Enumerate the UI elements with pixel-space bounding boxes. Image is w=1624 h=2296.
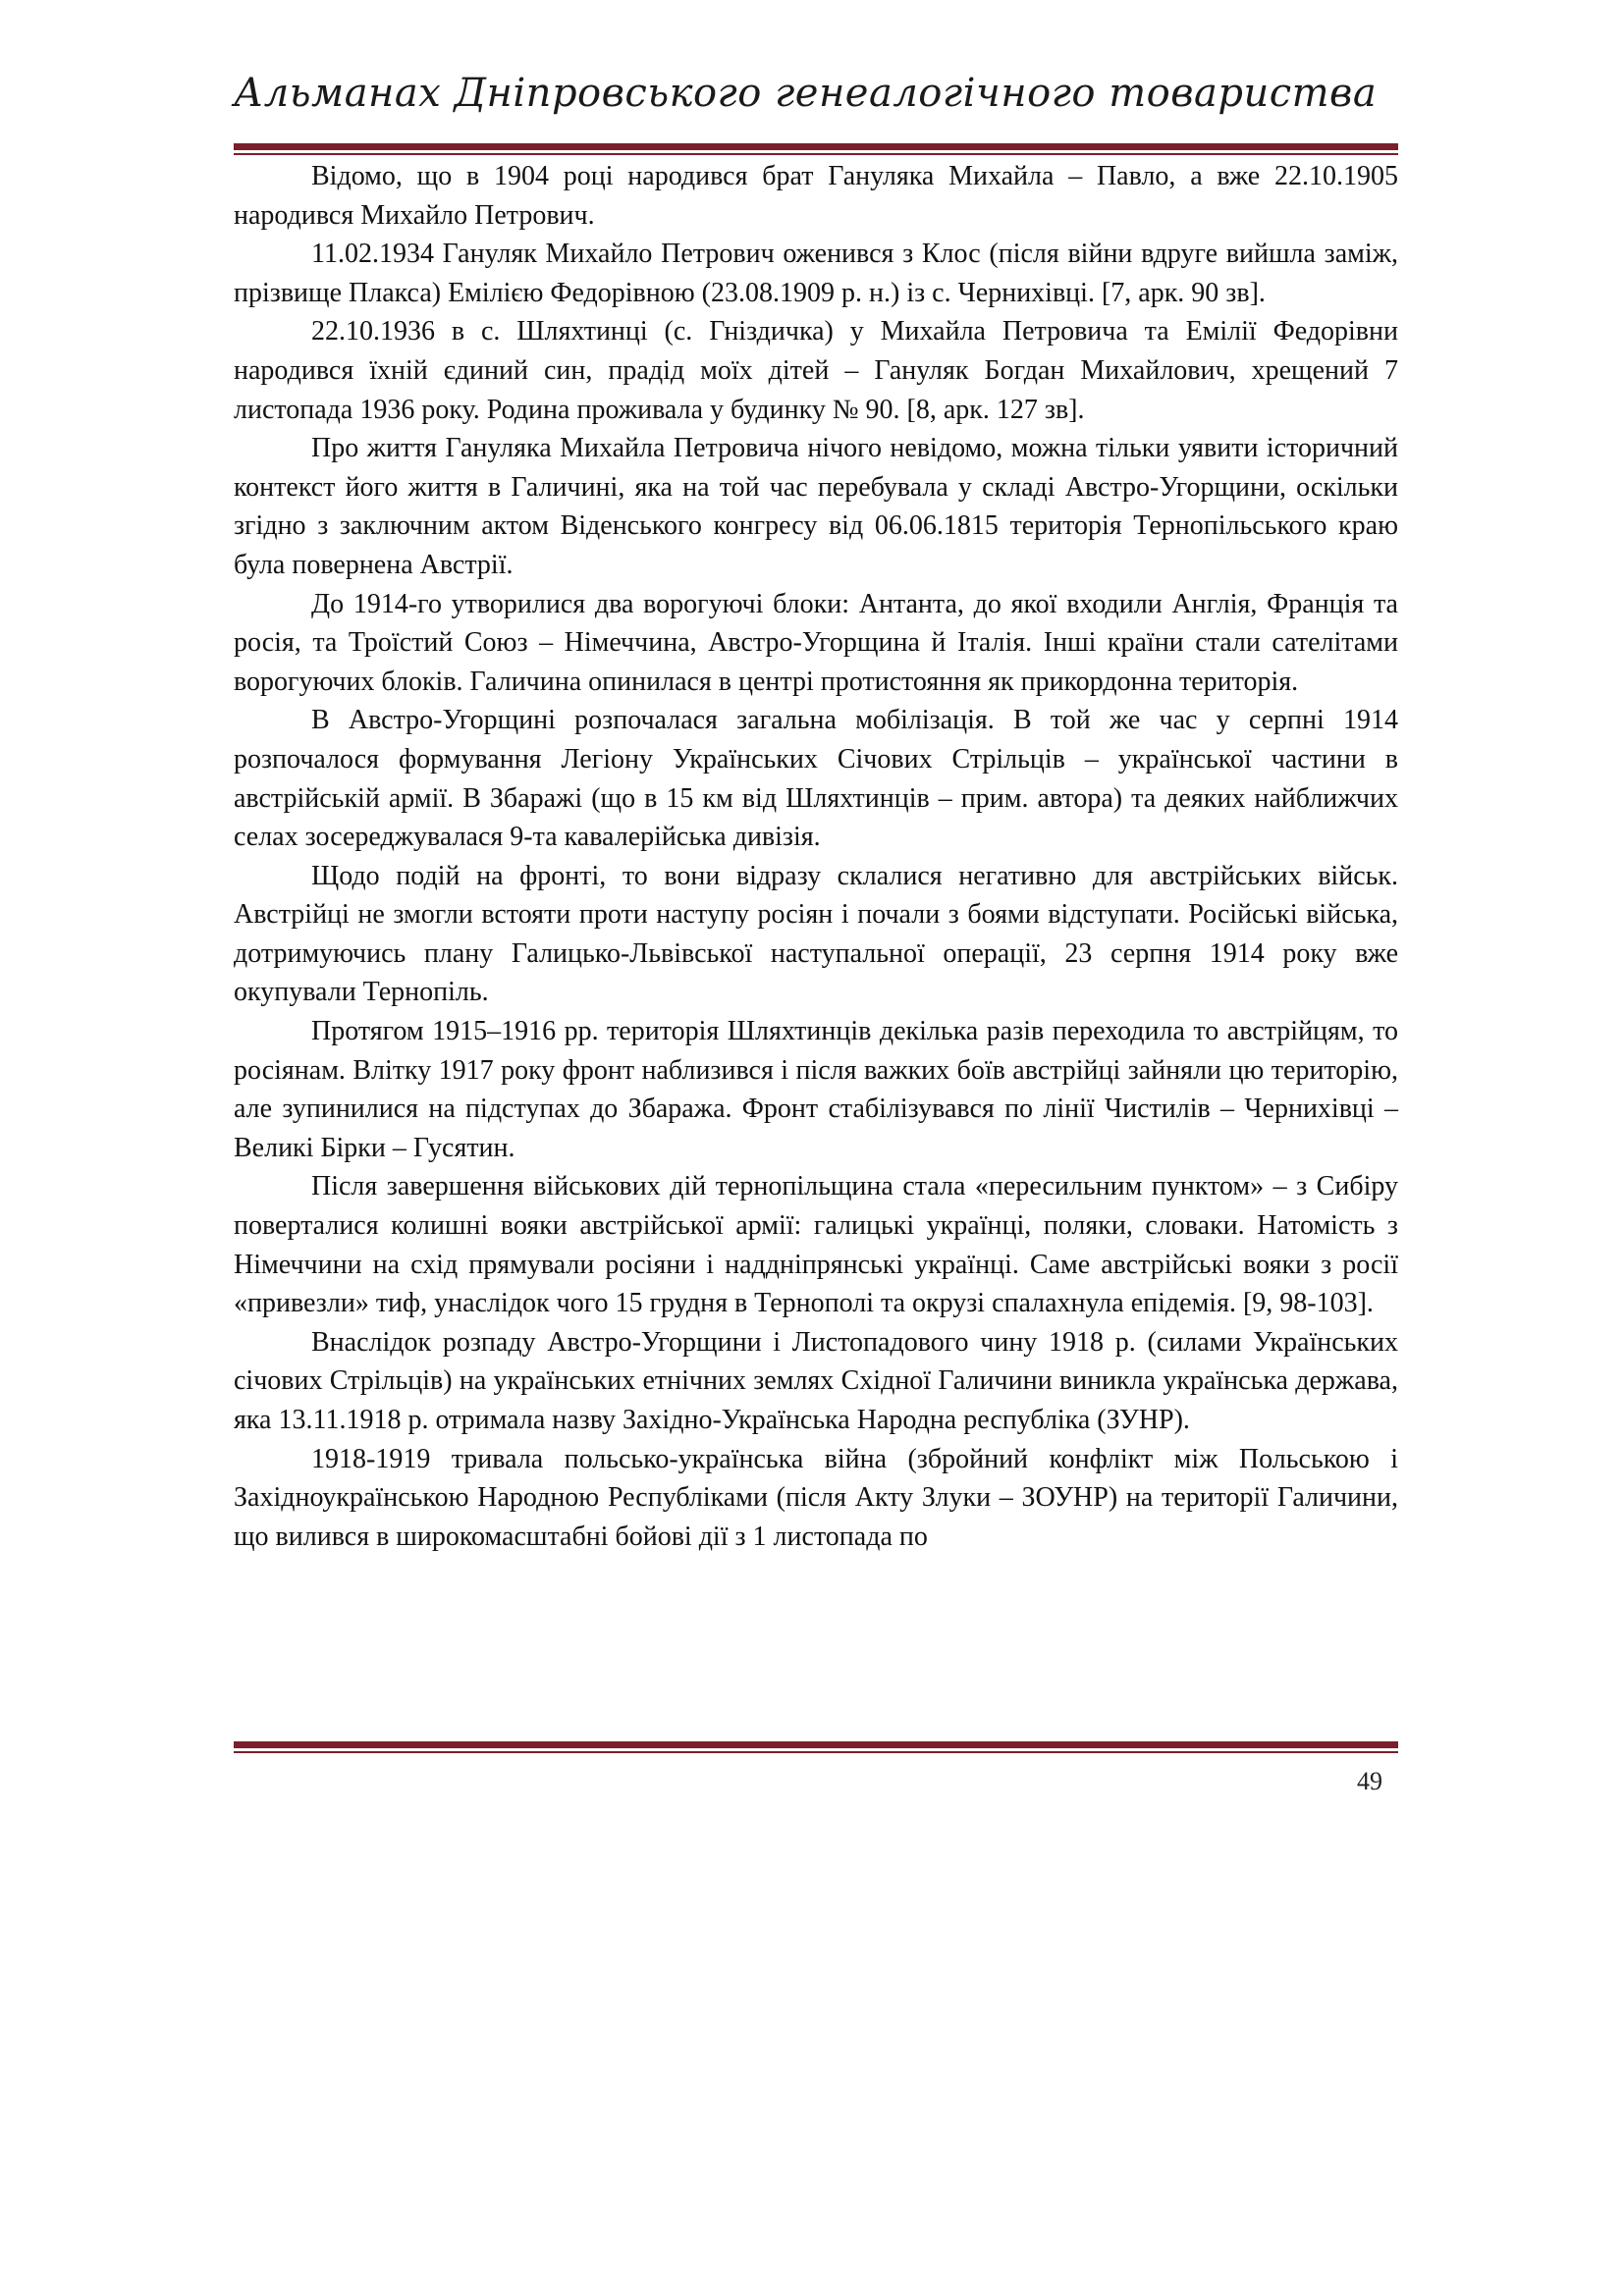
paragraph: 11.02.1934 Гануляк Михайло Петрович оженився з Клос (після війни вдруге вийшла заміж, прізвище Плакса) Емілією Федорівною (23.08.1909 р. н.) із с. Чернихівці. [7, арк. 90 зв]. [234,239,1398,308]
page-number: 49 [1357,1767,1382,1795]
body-text [234,157,1398,1556]
paragraph: Відомо, що в 1904 році народився брат Гануляка Михайла – Павло, а вже 22.10.1905 народився Михайло Петрович. [234,161,1398,231]
paragraph: До 1914-го утворилися два ворогуючі блоки: Антанта, до якої входили Англія, Франція та росія, та Троїстий Союз – Німеччина, Австро-Угорщина й Італія. Інші країни стали сателітами ворогуючих блоків. Галичина опинилася в центрі протистояння як прикордонна територія. [234,588,1398,697]
running-header-title: Альманах Дніпровського генеалогічного товариства [234,71,1378,116]
header-divider [234,143,1398,155]
paragraph: Після завершення військових дій тернопільщина стала «пересильним пунктом» – з Сибіру поверталися колишні вояки австрійської армії: галицькі українці, поляки, словаки. Натомість з Німеччини на схід прямували росіяни і наддніпрянські українці. Саме австрійські вояки з росії «привезли» тиф, унаслідок чого 15 грудня в Тернополі та окрузі спалахнула епідемія. [9, 98-103]. [234,1171,1398,1319]
paragraph: Внаслідок розпаду Австро-Угорщини і Листопадового чину 1918 р. (силами Українських січових Стрільців) на українських етнічних землях Східної Галичини виникла українська держава, яка 13.11.1918 р. отримала назву Західно-Українська Народна республіка (ЗУНР). [234,1326,1398,1435]
paragraph: 22.10.1936 в с. Шляхтинці (с. Гніздичка) у Михайла Петровича та Емілії Федорівни народився їхній єдиний син, прадід моїх дітей – Гануляк Богдан Михайлович, хрещений 7 листопада 1936 року. Родина проживала у будинку № 90. [8, арк. 127 зв]. [234,316,1398,425]
footer-divider [234,1741,1398,1753]
paragraph: Протягом 1915–1916 рр. територія Шляхтинців декілька разів переходила то австрійцям, то росіянам. Влітку 1917 року фронт наблизився і після важких боїв австрійці зайняли цю територію, але зупинилися на підступах до Збаража. Фронт стабілізувався по лінії Чистилів – Чернихівці – Великі Бірки – Гусятин. [234,1016,1398,1163]
paragraph: В Австро-Угорщині розпочалася загальна мобілізація. В той же час у серпні 1914 розпочалося формування Легіону Українських Січових Стрільців – української частини в австрійській армії. В Збаражі (що в 15 км від Шляхтинців – прим. автора) та деяких найближчих селах зосереджувалася 9-та кавалерійська дивізія. [234,705,1398,853]
paragraph: Щодо подій на фронті, то вони відразу склалися негативно для австрійських військ. Австрійці не змогли встояти проти наступу росіян і почали з боями відступати. Російські війська, дотримуючись плану Галицько-Львівської наступальної операції, 23 серпня 1914 року вже окупували Тернопіль. [234,860,1398,1008]
paragraph: 1918-1919 тривала польсько-українська війна (збройний конфлікт між Польською і Західноукраїнською Народною Республіками (після Акту Злуки – ЗОУНР) на території Галичини, що вилився в широкомасштабні бойові дії з 1 листопада по [234,1443,1398,1552]
paragraph: Про життя Гануляка Михайла Петровича нічого невідомо, можна тільки уявити історичний контекст його життя в Галичині, яка на той час перебувала у складі Австро-Угорщини, оскільки згідно з заключним актом Віденського конгресу від 06.06.1815 територія Тернопільського краю була повернена Австрії. [234,433,1398,580]
